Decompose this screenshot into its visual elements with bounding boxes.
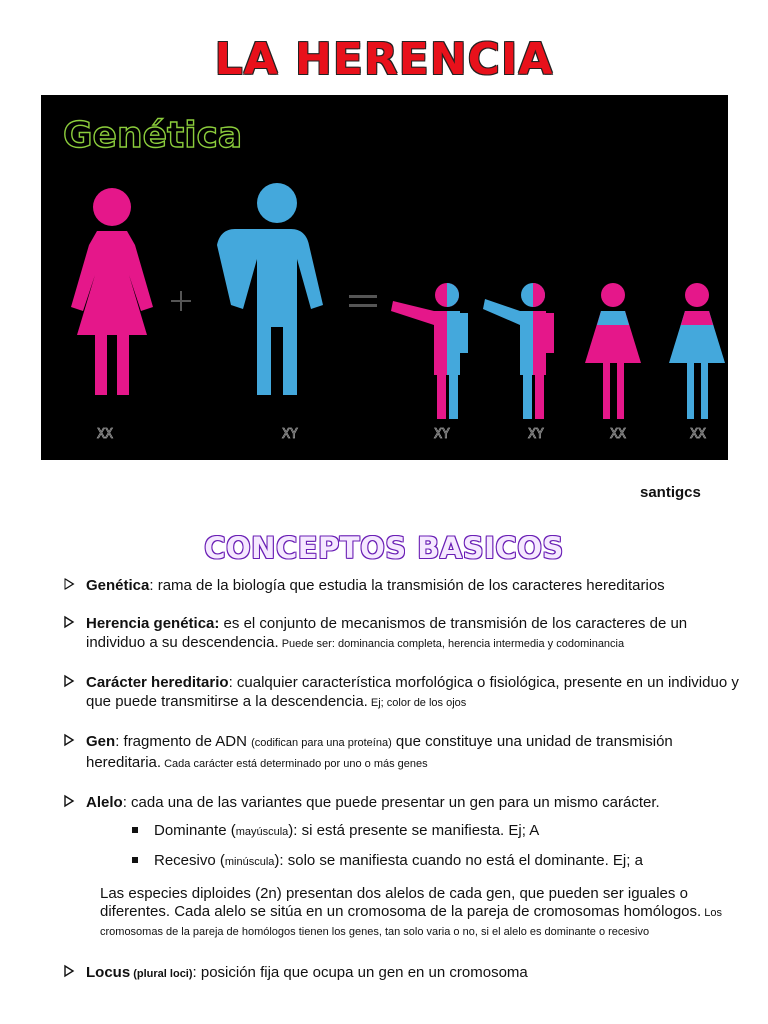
note: (codifican para una proteína) <box>251 737 392 749</box>
text: Dominante ( <box>154 822 236 839</box>
definition: : rama de la biología que estudia la transmisión de los caracteres hereditarios <box>149 577 665 594</box>
child-boy-2-icon <box>483 283 554 419</box>
text: ): solo se manifiesta cuando no está el dominante. Ej; a <box>274 852 643 869</box>
plus-icon <box>171 291 191 311</box>
note: Ej; color de los ojos <box>367 697 467 709</box>
diploid-paragraph <box>62 885 742 941</box>
woman-figure-icon <box>71 188 153 395</box>
alelo-dominante <box>62 821 742 842</box>
text: Recesivo ( <box>154 852 225 869</box>
term: Genética <box>86 577 150 594</box>
note: Los cromosomas de la pareja de homólogos tienen los genes, tan solo varia o no, si el alelo es dominante o recesivo <box>100 907 722 938</box>
term: Gen <box>86 733 116 750</box>
note: Puede ser: dominancia completa, herencia intermedia y codominancia <box>278 638 625 650</box>
label-child-4: XX <box>690 427 706 442</box>
label-child-1: XY <box>434 427 450 442</box>
definition: : posición fija que ocupa un gen en un cromosoma <box>192 964 528 981</box>
term: Alelo <box>86 794 123 811</box>
genetics-banner-image <box>41 95 728 460</box>
arrow-bullet-icon <box>62 964 78 980</box>
equals-icon <box>349 295 377 307</box>
text: ): si está presente se manifiesta. Ej; A <box>288 822 540 839</box>
square-bullet-icon <box>132 827 138 833</box>
concept-alelo <box>62 793 742 812</box>
arrow-bullet-icon <box>62 615 78 631</box>
concept-caracter <box>62 673 742 713</box>
arrow-bullet-icon <box>62 733 78 749</box>
concept-herencia <box>62 614 742 654</box>
definition: : fragmento de ADN <box>115 733 252 750</box>
term: Carácter hereditario <box>86 674 229 691</box>
definition: : cualquier característica morfológica o fisiológica, presente en un individuo y que puede transmitirse a la descendencia. <box>86 674 739 710</box>
note: Cada carácter está determinado por uno o más genes <box>161 758 428 770</box>
child-boy-1-icon <box>391 283 468 419</box>
alelo-recesivo <box>62 851 742 872</box>
section-title: CONCEPTOS BASICOS <box>204 531 564 565</box>
child-girl-2-icon <box>669 283 725 419</box>
concepts-list <box>62 576 742 984</box>
concept-locus <box>62 963 742 984</box>
concept-gen <box>62 732 742 774</box>
banner-heading: Genética <box>63 115 243 156</box>
term: Herencia genética: <box>86 615 220 632</box>
definition: : cada una de las variantes que puede presentar un gen para un mismo carácter. <box>122 794 660 811</box>
label-father: XY <box>282 427 298 442</box>
definition: es el conjunto de mecanismos de transmisión de los caracteres de un individuo a su descendencia. <box>86 615 688 651</box>
man-figure-icon <box>217 183 323 395</box>
note: mayúscula <box>235 826 289 838</box>
note: minúscula <box>224 856 275 868</box>
arrow-bullet-icon <box>62 794 78 810</box>
child-girl-1-icon <box>585 283 641 419</box>
text: Las especies diploides (2n) presentan dos alelos de cada gen, que pueden ser iguales o diferentes. Cada alelo se sitúa en un cromosoma de la pareja de cromosomas homólogos. <box>100 885 702 920</box>
label-child-2: XY <box>528 427 544 442</box>
author-credit: santigcs <box>640 484 701 501</box>
square-bullet-icon <box>132 857 138 863</box>
label-mother: XX <box>97 427 113 442</box>
arrow-bullet-icon <box>62 577 78 593</box>
definition-cont: que constituye una unidad de transmisión hereditaria. <box>86 733 673 771</box>
label-child-3: XX <box>610 427 626 442</box>
page-title: LA HERENCIA <box>214 34 554 85</box>
term: Locus <box>86 964 131 981</box>
arrow-bullet-icon <box>62 674 78 690</box>
note: (plural loci) <box>130 968 193 980</box>
concept-genetica <box>62 576 742 595</box>
